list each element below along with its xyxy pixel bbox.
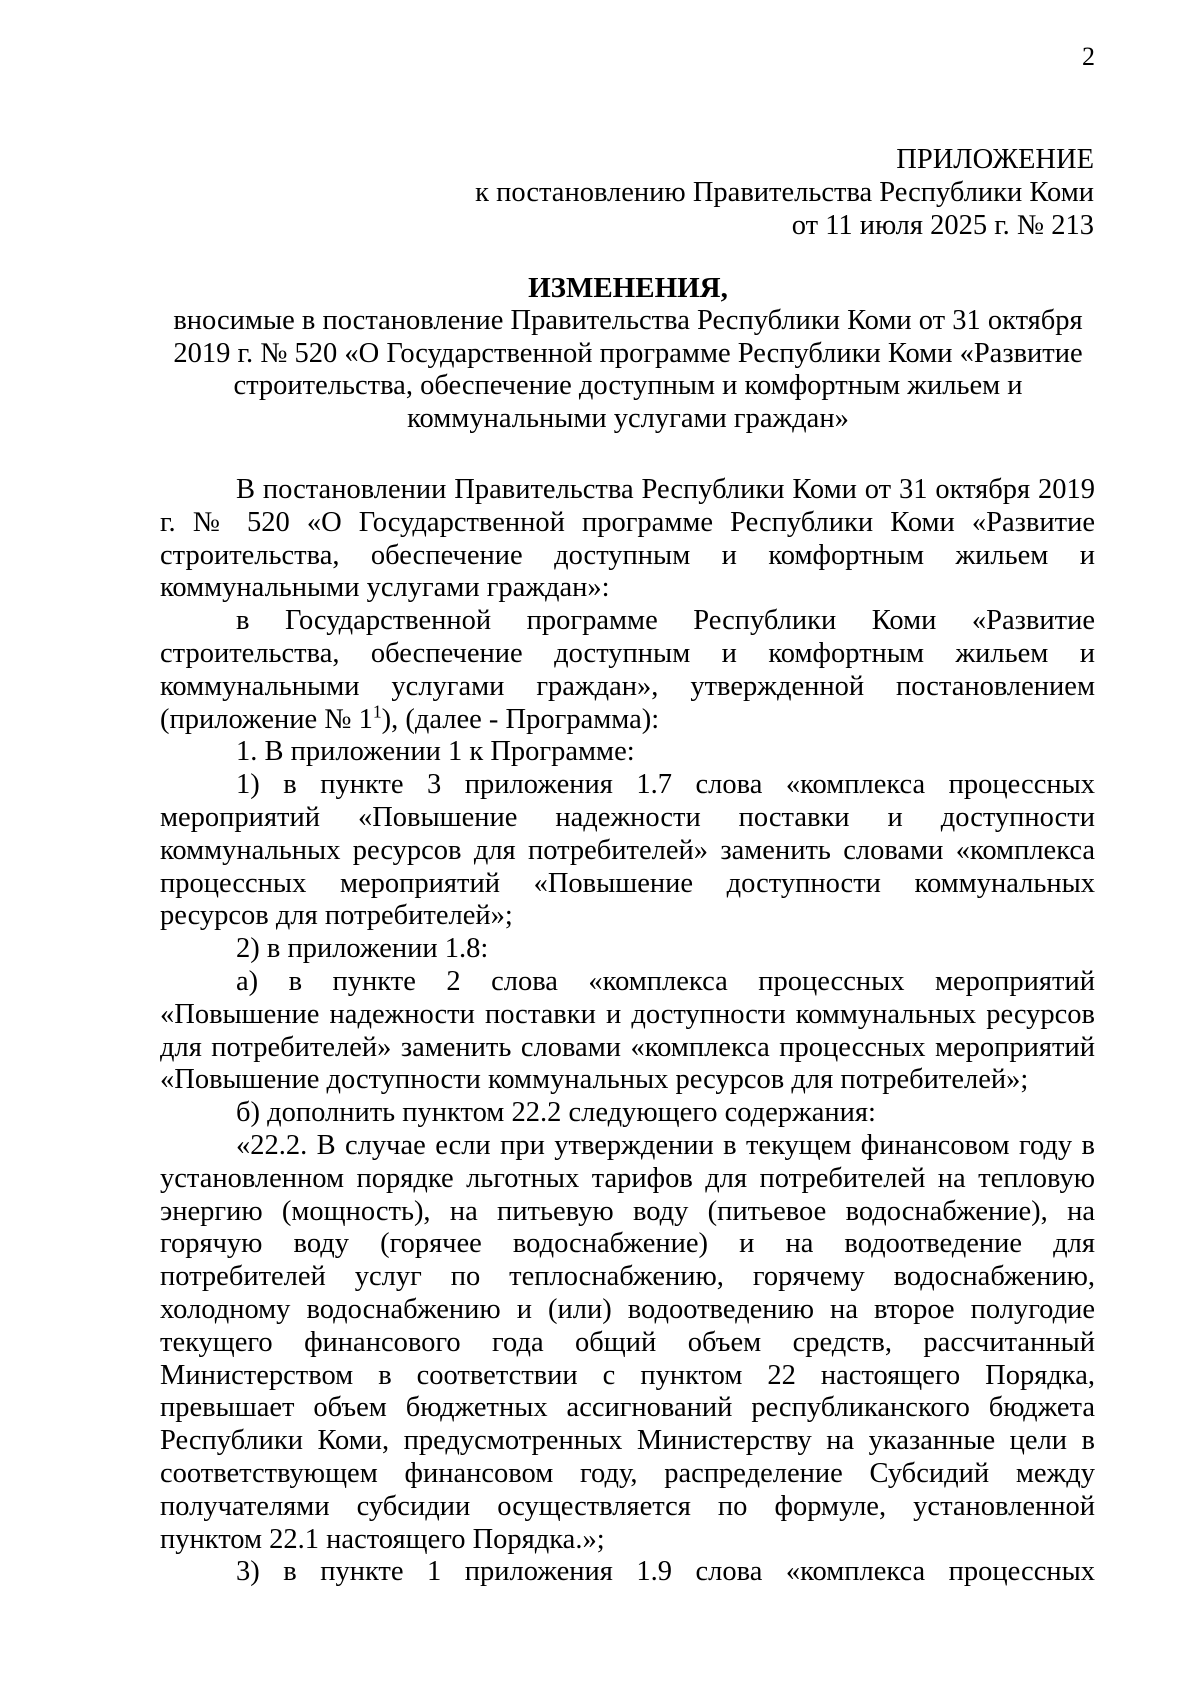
subtitle-line-1: вносимые в постановление Правительства Республики Коми от 31 октября [173,304,1083,336]
paragraph-item-1: 1. В приложении 1 к Программе: [236,736,635,768]
document-title [160,272,1096,436]
appendix-header [394,144,1094,242]
footnote-superscript: 1 [372,700,382,721]
title-subtitle [160,305,1096,436]
subtitle-line-3: строительства, обеспечение доступным и комфортным жильем и [233,370,1023,402]
paragraph-clause-22-2: «22.2. В случае если при утверждении в текущем финансовом году в установленном порядке льготных тарифов для потребителей на тепловую энергию (мощность), на питьевую воду (питьевое водоснабжение), на горячую воду (горячее водоснабжение) и на водоотведение для потребителей услуг по теплоснабжению, горячему водоснабжению, холодному водоснабжению и (или) водоотведению на второе полугодие текущего финансового года общий объем средств, рассчитанный Министерством в соответствии с пунктом 22 настоящего Порядка, превышает объем бюджетных ассигнований республиканского бюджета Республики Коми, предусмотренных Министерству на указанные цели в соответствующем финансовом году, распределение Субсидий между получателями субсидии осуществляется по формуле, установленной пунктом 22.1 настоящего Порядка.»; [160,1129,1095,1555]
paragraph-subitem-3: 3) в пункте 1 приложения 1.9 слова «комплекса процессных [236,1556,1095,1588]
paragraph-program-tail: ), (далее - Программа): [381,703,660,735]
subtitle-line-2: 2019 г. № 520 «О Государственной программе Республики Коми «Развитие [173,337,1083,369]
paragraph-program [160,605,1095,736]
subtitle-line-4: коммунальными услугами граждан» [407,403,849,435]
document-body [160,474,1095,1589]
page-number: 2 [1082,42,1095,71]
title-heading: ИЗМЕНЕНИЯ, [528,272,728,304]
paragraph-subitem-1: 1) в пункте 3 приложения 1.7 слова «комплекса процессных мероприятий «Повышение надежности поставки и доступности коммунальных ресурсов для потребителей» заменить словами «комплекса процессных мероприятий «Повышение доступности коммунальных ресурсов для потребителей»; [160,769,1095,932]
paragraph-subitem-2b: б) дополнить пунктом 22.2 следующего содержания: [236,1097,876,1129]
paragraph-preamble: В постановлении Правительства Республики Коми от 31 октября 2019 г. № 520 «О Государственной программе Республики Коми «Развитие строительства, обеспечение доступным и комфортным жильем и коммунальными услугами граждан»: [160,474,1095,604]
appendix-line-1: к постановлению Правительства Республики Коми [475,176,1094,208]
paragraph-subitem-2: 2) в приложении 1.8: [236,933,489,965]
appendix-line-2: от 11 июля 2025 г. № 213 [791,209,1094,241]
paragraph-program-text: в Государственной программе Республики Коми «Развитие строительства, обеспечение доступным и комфортным жильем и коммунальными услугами граждан», утвержденной постановлением (приложение № 1 [160,605,1095,735]
paragraph-subitem-2a: а) в пункте 2 слова «комплекса процессных мероприятий «Повышение надежности поставки и доступности коммунальных ресурсов для потребителей» заменить словами «комплекса процессных мероприятий «Повышение доступности коммунальных ресурсов для потребителей»; [160,965,1095,1096]
appendix-label: ПРИЛОЖЕНИЕ [896,144,1094,175]
